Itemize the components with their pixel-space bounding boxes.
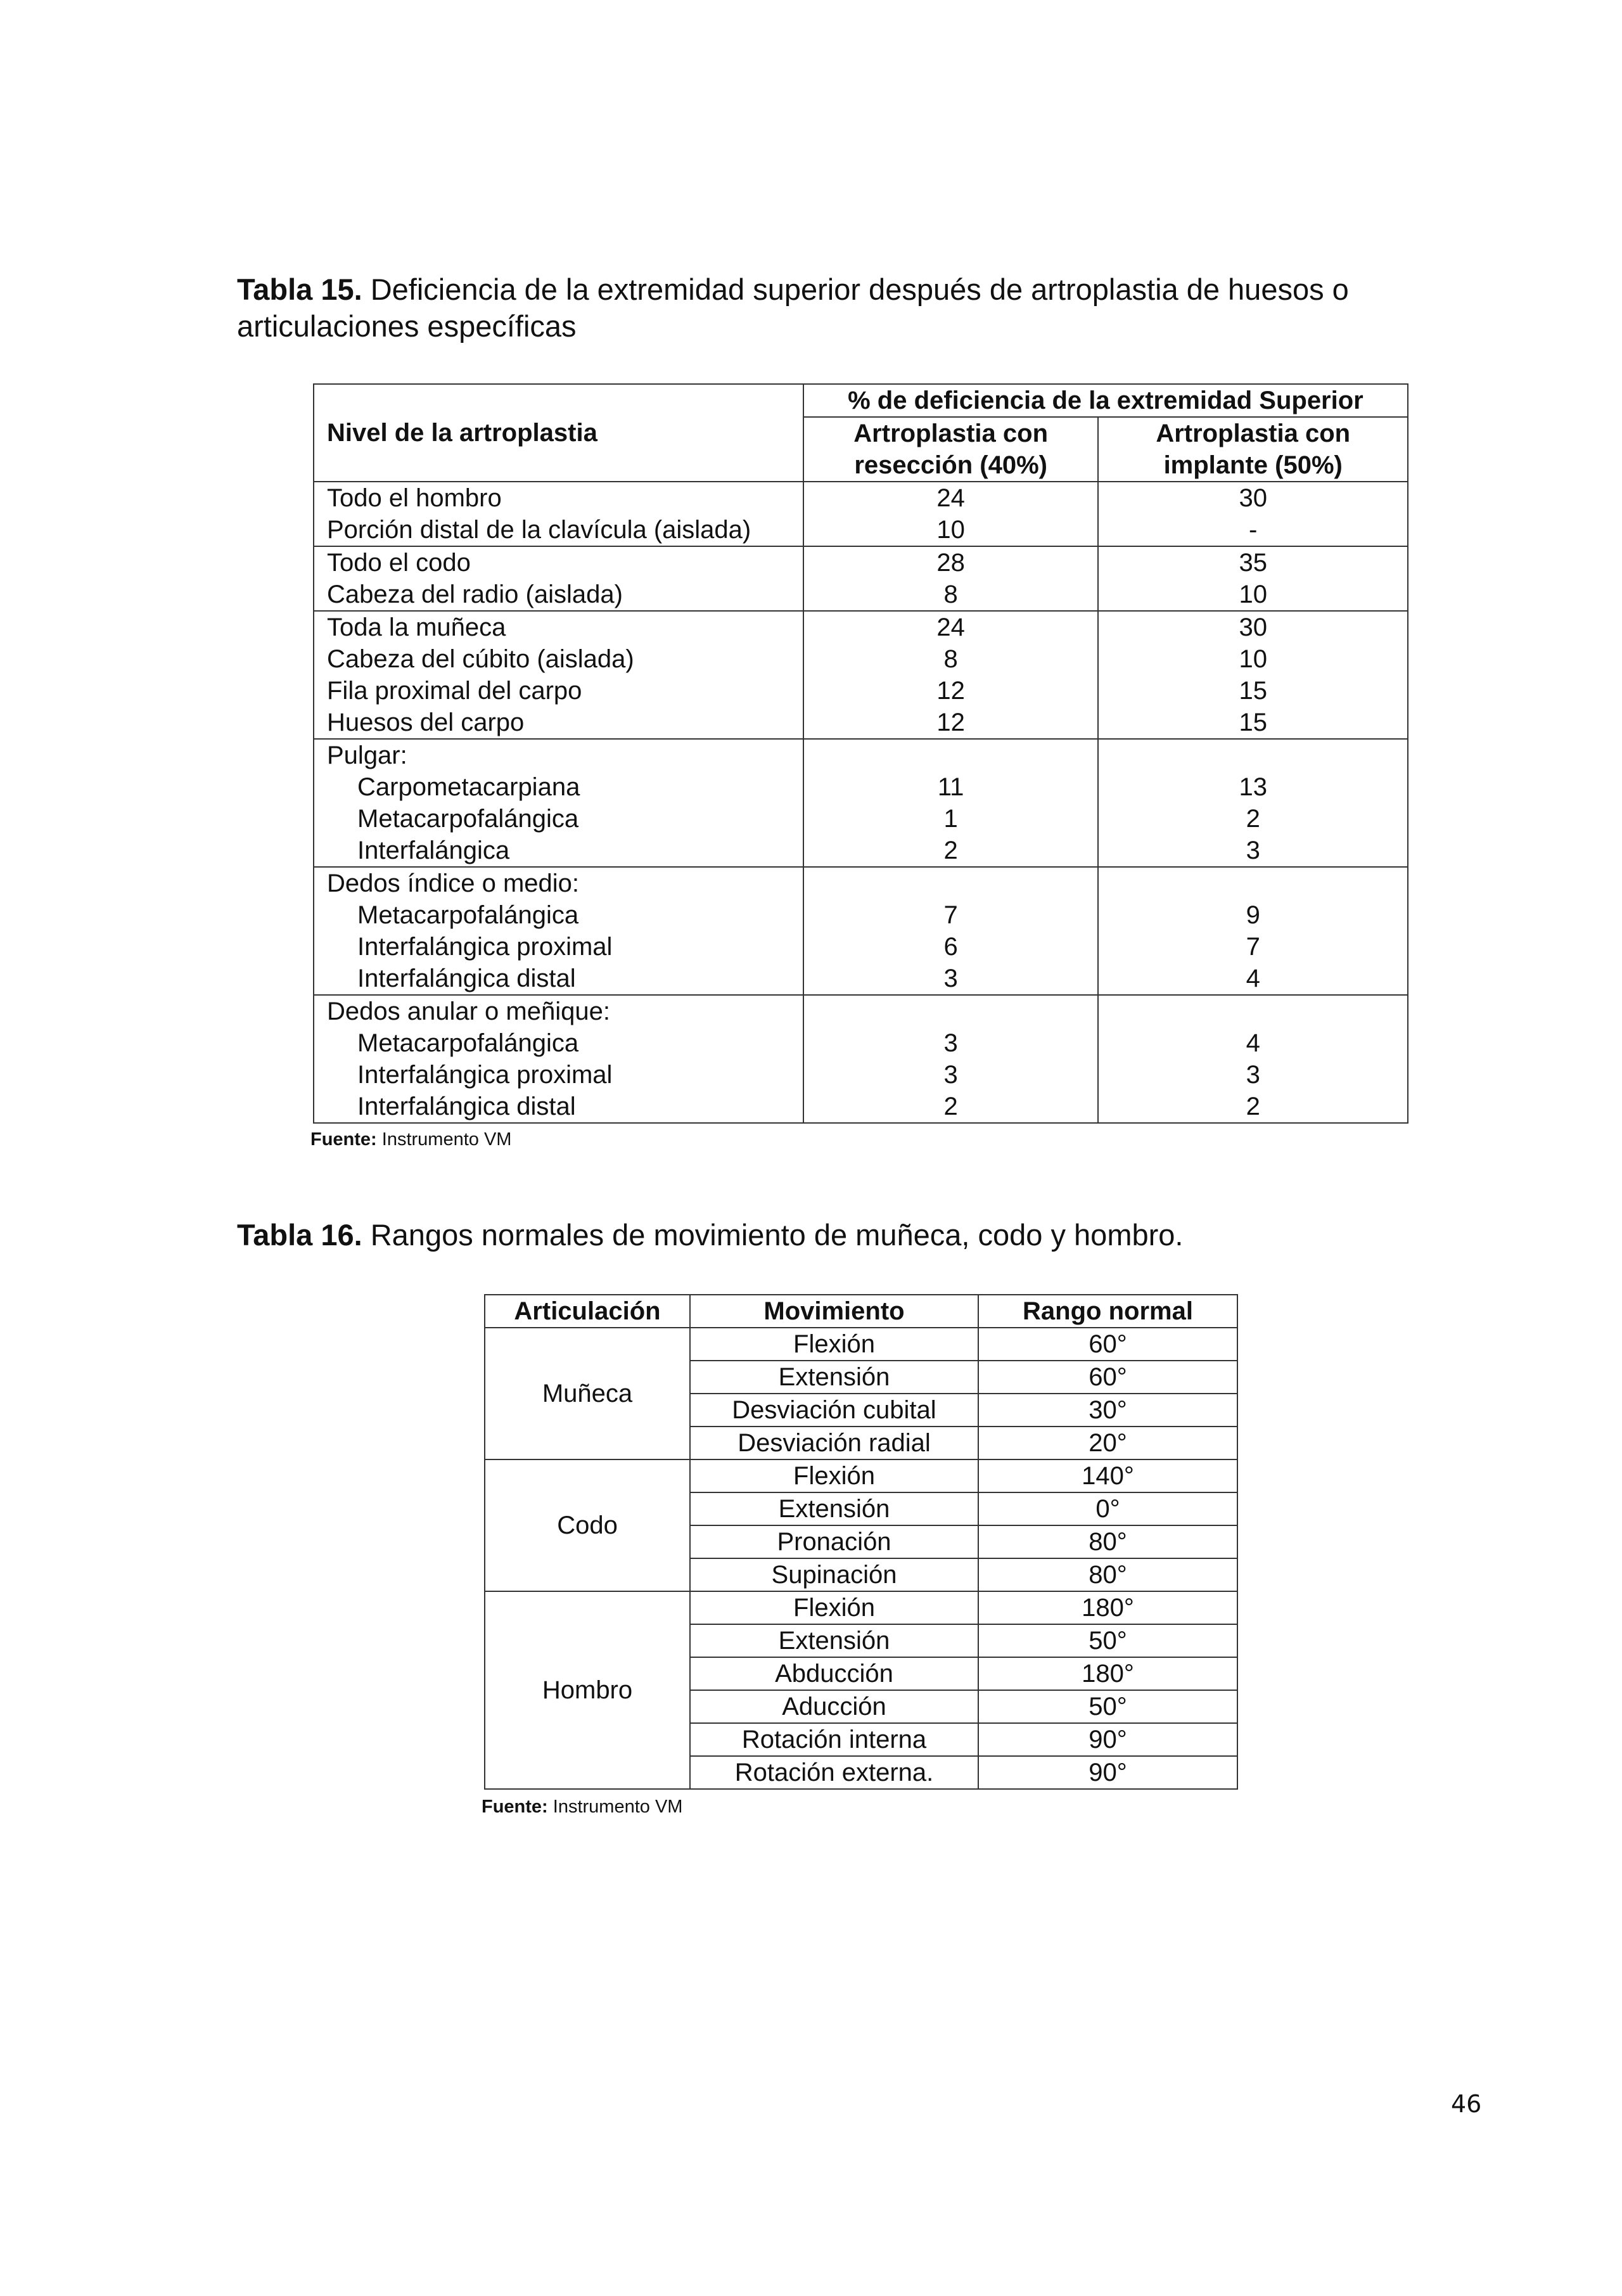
header-resection [803,417,1099,482]
movement-cell: Rotación interna [690,1723,978,1756]
resection-value: 2 [943,837,958,864]
implant-value: 7 [1246,933,1260,961]
joint-cell: Codo [485,1459,690,1591]
implant-value: 9 [1246,901,1260,929]
table-row [485,1591,1237,1624]
movement-cell: Aducción [690,1690,978,1723]
table-15-caption-text: Deficiencia de la extremidad superior después de artroplastia de huesos o articulaciones específicas [237,273,1349,343]
header-joint: Articulación [485,1295,690,1328]
level-cell [314,739,803,867]
implant-value: 30 [1239,613,1267,641]
resection-cell [803,546,1099,611]
movement-cell: Rotación externa. [690,1756,978,1789]
movement-cell: Extensión [690,1492,978,1525]
resection-cell [803,867,1099,995]
range-cell: 0° [978,1492,1237,1525]
level-label: Metacarpofalángica [357,1029,579,1057]
implant-value: 15 [1239,677,1267,705]
header-resection-line: resección (40%) [854,451,1047,479]
level-label: Todo el codo [327,549,471,577]
level-label: Todo el hombro [327,484,502,512]
resection-value: 11 [937,773,964,801]
resection-cell [803,611,1099,739]
table-row [314,995,1408,1123]
implant-value: 4 [1246,1029,1260,1057]
level-label: Huesos del carpo [327,709,525,736]
table-15-body [314,482,1408,1123]
table-16-caption-label: Tabla 16. [237,1218,362,1252]
range-cell: 80° [978,1558,1237,1591]
implant-value: 4 [1246,965,1260,992]
page-number: 46 [1451,2090,1482,2118]
source-label: Fuente: [482,1797,548,1817]
header-movement: Movimiento [690,1295,978,1328]
group-title: Dedos anular o meñique: [327,997,610,1025]
resection-value: 8 [943,580,958,608]
movement-cell: Supinación [690,1558,978,1591]
movement-cell: Flexión [690,1591,978,1624]
implant-value: 10 [1239,645,1267,673]
group-title: Dedos índice o medio: [327,869,580,897]
table-16-caption-text: Rangos normales de movimiento de muñeca, codo y hombro. [362,1218,1184,1252]
table-row [314,611,1408,739]
resection-cell [803,739,1099,867]
table-row [314,546,1408,611]
level-label: Cabeza del cúbito (aislada) [327,645,634,673]
resection-value: 6 [943,933,958,961]
resection-value: 2 [943,1093,958,1120]
resection-value: 24 [936,484,965,512]
implant-cell [1098,611,1408,739]
range-cell: 30° [978,1394,1237,1427]
level-cell [314,546,803,611]
implant-value: 3 [1246,837,1260,864]
implant-cell [1098,546,1408,611]
header-resection-line: Artroplastia con [853,420,1049,447]
header-range: Rango normal [978,1295,1237,1328]
resection-value: 3 [943,1061,958,1089]
level-label: Interfalángica [357,837,510,864]
implant-value: 30 [1239,484,1267,512]
joint-cell: Hombro [485,1591,690,1789]
implant-value: 2 [1246,805,1260,833]
table-16-caption [237,1217,1498,1254]
range-cell: 90° [978,1756,1237,1789]
level-label: Carpometacarpiana [357,773,580,801]
resection-value: 24 [936,613,965,641]
source-text: Instrumento VM [376,1129,512,1150]
header-implant [1098,417,1408,482]
range-cell: 140° [978,1459,1237,1492]
blank-line [1099,740,1407,771]
range-cell: 60° [978,1361,1237,1394]
implant-value: 35 [1239,549,1267,577]
table-row [314,482,1408,546]
implant-cell [1098,995,1408,1123]
table-15-caption [237,271,1498,345]
table-row [314,867,1408,995]
table-16-body [485,1328,1237,1789]
resection-value: 7 [943,901,958,929]
level-label: Metacarpofalángica [357,901,579,929]
blank-line [804,996,1098,1027]
header-group: % de deficiencia de la extremidad Superior [803,384,1408,417]
movement-cell: Flexión [690,1328,978,1361]
range-cell: 20° [978,1427,1237,1459]
level-label: Cabeza del radio (aislada) [327,580,623,608]
table-row [314,739,1408,867]
range-cell: 80° [978,1525,1237,1558]
range-cell: 60° [978,1328,1237,1361]
header-level: Nivel de la artroplastia [314,384,803,482]
table-15-source [310,1129,511,1150]
blank-line [804,868,1098,899]
implant-value: 3 [1246,1061,1260,1089]
movement-cell: Abducción [690,1657,978,1690]
range-cell: 50° [978,1624,1237,1657]
level-label: Metacarpofalángica [357,805,579,833]
header-implant-line: Artroplastia con [1156,420,1351,447]
implant-value: 2 [1246,1093,1260,1120]
resection-value: 12 [936,709,965,736]
level-label: Interfalángica distal [357,965,576,992]
range-cell: 180° [978,1657,1237,1690]
resection-value: 3 [943,965,958,992]
level-label: Interfalángica proximal [357,933,613,961]
joint-cell: Muñeca [485,1328,690,1459]
table-15-caption-label: Tabla 15. [237,273,362,306]
level-label: Interfalángica distal [357,1093,576,1120]
group-title: Pulgar: [327,741,407,769]
movement-cell: Pronación [690,1525,978,1558]
level-cell [314,995,803,1123]
level-cell [314,867,803,995]
resection-value: 12 [936,677,965,705]
implant-value: 10 [1239,580,1267,608]
table-16-source [482,1796,682,1818]
level-label: Fila proximal del carpo [327,677,582,705]
resection-cell [803,482,1099,546]
movement-cell: Extensión [690,1361,978,1394]
blank-line [1099,868,1407,899]
range-cell: 180° [978,1591,1237,1624]
source-text: Instrumento VM [547,1797,683,1817]
resection-value: 1 [943,805,958,833]
implant-cell [1098,739,1408,867]
resection-value: 8 [943,645,958,673]
movement-cell: Extensión [690,1624,978,1657]
implant-value: - [1249,516,1258,544]
header-implant-line: implante (50%) [1163,451,1343,479]
resection-value: 3 [943,1029,958,1057]
level-label: Porción distal de la clavícula (aislada) [327,516,751,544]
implant-value: 15 [1239,709,1267,736]
resection-cell [803,995,1099,1123]
level-cell [314,611,803,739]
movement-cell: Flexión [690,1459,978,1492]
level-label: Toda la muñeca [327,613,506,641]
implant-cell [1098,867,1408,995]
table-15 [313,383,1408,1124]
level-label: Interfalángica proximal [357,1061,613,1089]
resection-value: 10 [936,516,965,544]
blank-line [804,740,1098,771]
movement-cell: Desviación cubital [690,1394,978,1427]
range-cell: 90° [978,1723,1237,1756]
level-cell [314,482,803,546]
implant-value: 13 [1239,773,1267,801]
implant-cell [1098,482,1408,546]
table-row [485,1459,1237,1492]
table-row [485,1328,1237,1361]
resection-value: 28 [936,549,965,577]
source-label: Fuente: [310,1129,377,1150]
movement-cell: Desviación radial [690,1427,978,1459]
blank-line [1099,996,1407,1027]
table-16 [484,1294,1238,1790]
range-cell: 50° [978,1690,1237,1723]
